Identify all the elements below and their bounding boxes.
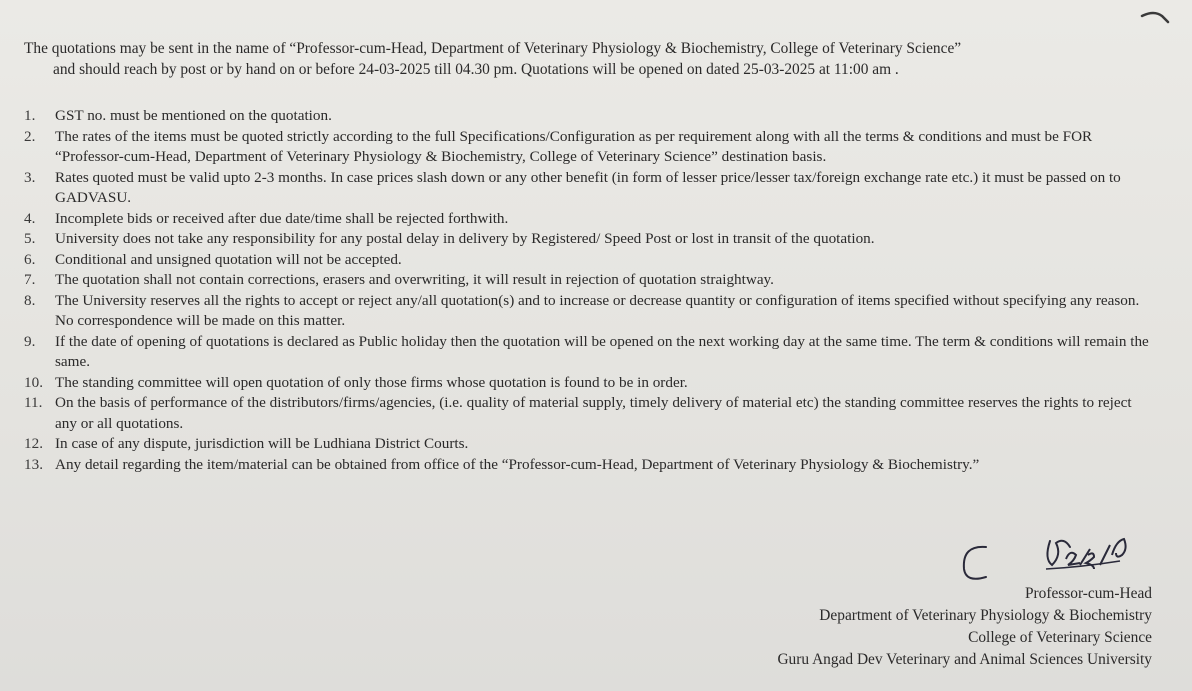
term-item	[24, 106, 1152, 127]
term-text: The standing committee will open quotation of only those firms whose quotation is found to be in order.	[55, 373, 688, 391]
term-item	[24, 373, 1152, 394]
terms-list	[24, 106, 1152, 475]
term-item	[24, 393, 1152, 434]
term-text: The University reserves all the rights to accept or reject any/all quotation(s) and to increase or decrease quantity or configuration of items specified without specifying any reason. No correspondence will be made on this matter.	[55, 291, 1140, 329]
term-number: 6.	[24, 250, 36, 268]
signatory-department: Department of Veterinary Physiology & Biochemistry	[819, 607, 1152, 624]
term-number: 8.	[24, 291, 36, 309]
intro-line-1: The quotations may be sent in the name of “Professor-cum-Head, Department of Veterinary Physiology & Biochemistry, College of Veterinary Science”	[24, 40, 962, 57]
term-item	[24, 127, 1152, 168]
term-text: In case of any dispute, jurisdiction will be Ludhiana District Courts.	[55, 435, 469, 452]
term-number: 10.	[24, 373, 43, 391]
intro-line-2: and should reach by post or by hand on or before 24-03-2025 till 04.30 pm. Quotations will be opened on dated 25-03-2025 at 11:00 am .	[53, 61, 899, 78]
term-item	[24, 434, 1152, 455]
term-number: 2.	[24, 127, 36, 145]
term-number: 11.	[24, 394, 43, 411]
term-text: University does not take any responsibility for any postal delay in delivery by Registered/ Speed Post or lost in transit of the quotation.	[55, 230, 875, 247]
term-text: If the date of opening of quotations is declared as Public holiday then the quotation will be opened on the next working day at the same time. The term & conditions will remain the same.	[55, 332, 1149, 370]
term-item	[24, 455, 1152, 476]
signature-block	[777, 583, 1152, 671]
term-number: 12.	[24, 435, 43, 452]
intro-paragraph	[24, 38, 1152, 80]
term-item	[24, 209, 1152, 230]
term-number: 3.	[24, 168, 36, 186]
signatory-university: Guru Angad Dev Veterinary and Animal Sciences University	[777, 651, 1152, 668]
term-text: Incomplete bids or received after due date/time shall be rejected forthwith.	[55, 209, 509, 227]
term-number: 13.	[24, 455, 43, 473]
signatory-college: College of Veterinary Science	[968, 629, 1152, 646]
term-text: The rates of the items must be quoted strictly according to the full Specifications/Configuration as per requirement along with all the terms & conditions and must be FOR “Professor-cum-Head, Department of Veterinary Physiology & Biochemistry, College of Veterinary Science” destination basis.	[55, 127, 1093, 165]
term-text: Conditional and unsigned quotation will not be accepted.	[55, 250, 402, 268]
term-number: 1.	[24, 107, 36, 124]
term-item	[24, 250, 1152, 271]
term-text: On the basis of performance of the distributors/firms/agencies, (i.e. quality of material supply, timely delivery of material etc) the standing committee reserves the rights to reject any or all quotations.	[55, 394, 1132, 432]
term-text: Any detail regarding the item/material can be obtained from office of the “Professor-cum-Head, Department of Veterinary Physiology & Biochemistry.”	[55, 455, 980, 473]
term-number: 5.	[24, 230, 36, 247]
term-number: 9.	[24, 332, 36, 350]
pen-mark-icon	[1138, 8, 1178, 28]
term-item	[24, 270, 1152, 291]
term-text: Rates quoted must be valid upto 2-3 months. In case prices slash down or any other benefit (in form of lesser price/lesser tax/foreign exchange rate etc.) it must be passed on to GADVASU.	[55, 168, 1121, 206]
term-item	[24, 168, 1152, 209]
term-text: The quotation shall not contain corrections, erasers and overwriting, it will result in rejection of quotation straightway.	[55, 271, 774, 288]
term-number: 4.	[24, 209, 36, 227]
term-item	[24, 291, 1152, 332]
term-text: GST no. must be mentioned on the quotation.	[55, 107, 332, 124]
signatory-title: Professor-cum-Head	[1024, 585, 1152, 602]
term-item	[24, 229, 1152, 250]
term-item	[24, 332, 1152, 373]
term-number: 7.	[24, 271, 36, 288]
